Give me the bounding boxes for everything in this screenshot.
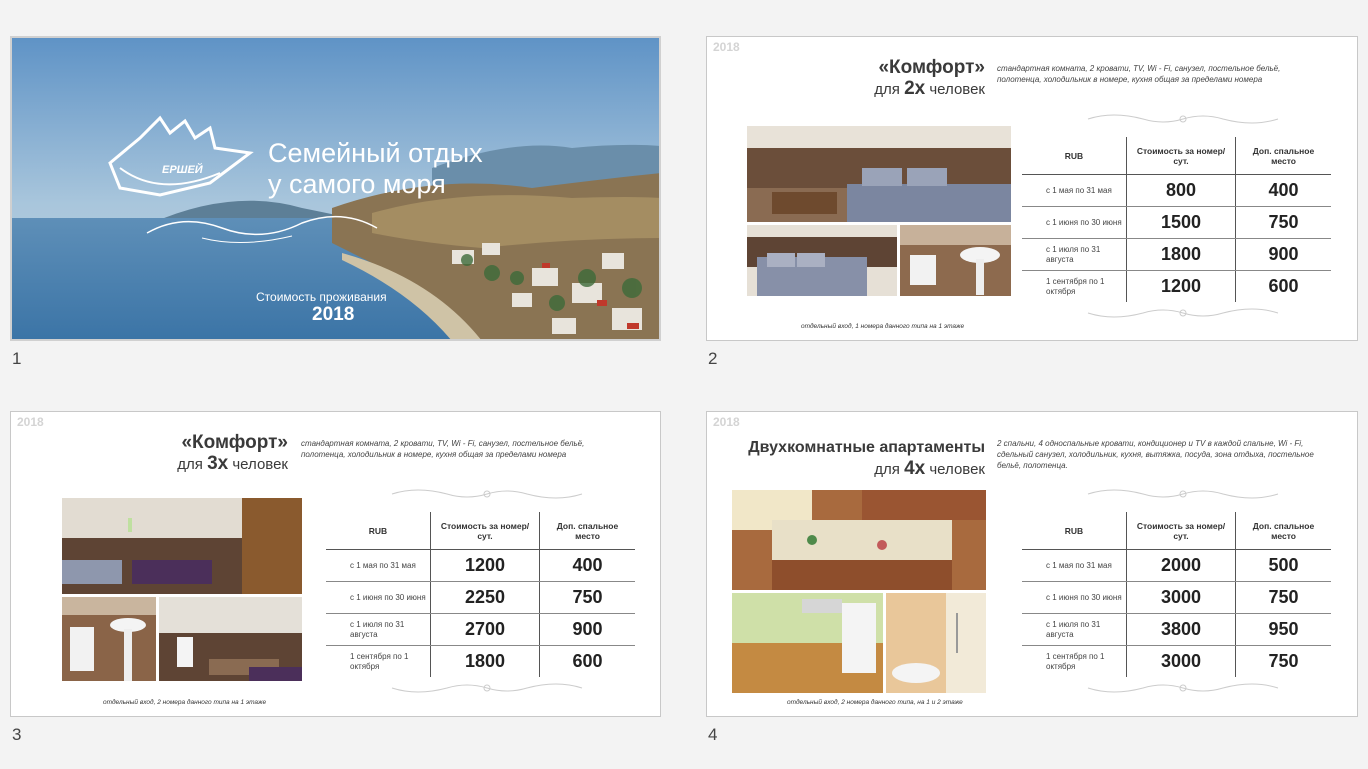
slide-number-3: 3 bbox=[12, 725, 22, 744]
title-line-1: «Комфорт» bbox=[181, 432, 288, 453]
header-extra: Доп. спальное место bbox=[540, 512, 636, 550]
title-line-2: для 3х человек bbox=[177, 453, 288, 474]
table-row: 1 сентября по 1 октября 3000 750 bbox=[1022, 646, 1331, 678]
headline-line-1: Семейный отдых bbox=[268, 138, 483, 168]
slide-number-2: 2 bbox=[708, 349, 718, 368]
ornament-top bbox=[1083, 486, 1283, 502]
room-description: стандартная комната, 2 кровати, TV, Wi - Fi, санузел, постельное бельё, полотенца, холодильник в номере, кухня общая за пределами номера bbox=[997, 64, 1281, 84]
table-row: с 1 июня по 30 июня 3000 750 bbox=[1022, 582, 1331, 614]
header-price: Стоимость за номер/сут. bbox=[1127, 512, 1236, 550]
slide-thumbnail-3[interactable] bbox=[10, 411, 661, 717]
header-rub: RUB bbox=[326, 512, 431, 550]
header-rub: RUB bbox=[1022, 512, 1127, 550]
year-watermark: 2018 bbox=[713, 40, 740, 54]
subtitle: Стоимость проживания bbox=[256, 290, 387, 304]
title-line-2: для 2х человек bbox=[874, 78, 985, 99]
ornament-top bbox=[1083, 111, 1283, 127]
header-extra: Доп. спальное место bbox=[1236, 512, 1332, 550]
table-header-row bbox=[1022, 512, 1331, 550]
title-line-1: «Комфорт» bbox=[878, 57, 985, 78]
room-title bbox=[177, 432, 288, 474]
table-row: с 1 мая по 31 мая 1200 400 bbox=[326, 550, 635, 582]
slide-number-4: 4 bbox=[708, 725, 718, 744]
title-line-2: для 4х человек bbox=[874, 458, 985, 479]
table-row: 1 сентября по 1 октября 1800 600 bbox=[326, 646, 635, 678]
table-row: с 1 июля по 31 августа 2700 900 bbox=[326, 614, 635, 646]
logo-text: ЕРШЕЙ bbox=[162, 164, 203, 176]
price-table bbox=[326, 512, 635, 677]
table-row: с 1 июня по 30 июня 1500 750 bbox=[1022, 207, 1331, 239]
bedroom-photo bbox=[747, 126, 1011, 222]
bedroom-photo bbox=[62, 498, 302, 594]
slide-number-1: 1 bbox=[12, 349, 22, 368]
table-header-row bbox=[326, 512, 635, 550]
footnote: отдельный вход, 2 номера данного типа, на 1 и 2 этаже bbox=[787, 699, 963, 706]
table-row: с 1 июля по 31 августа 3800 950 bbox=[1022, 614, 1331, 646]
ornament-bottom bbox=[387, 680, 587, 696]
title-line-1: Двухкомнатные апартаменты bbox=[748, 439, 985, 456]
year-label: 2018 bbox=[312, 304, 355, 325]
slide-thumbnail-2[interactable] bbox=[706, 36, 1358, 341]
ornament-bottom bbox=[1083, 680, 1283, 696]
table-row: 1 сентября по 1 октября 1200 600 bbox=[1022, 271, 1331, 303]
slide-thumbnail-1[interactable] bbox=[10, 36, 661, 341]
year-watermark: 2018 bbox=[17, 415, 44, 429]
room-title bbox=[874, 57, 985, 99]
headline-line-2: у самого моря bbox=[268, 169, 446, 199]
price-table bbox=[1022, 137, 1331, 302]
header-price: Стоимость за номер/сут. bbox=[1127, 137, 1236, 175]
bathroom-photo bbox=[900, 225, 1011, 296]
bathroom-photo bbox=[886, 593, 986, 693]
room-title bbox=[748, 437, 985, 479]
ornament-top bbox=[387, 486, 587, 502]
room-photo bbox=[159, 597, 302, 681]
ornament-bottom bbox=[1083, 305, 1283, 321]
footnote: отдельный вход, 2 номера данного типа на 1 этаже bbox=[103, 699, 267, 706]
room-description: 2 спальни, 4 односпальные кровати, кондиционер и TV в каждой спальне, Wi - Fi, сдельный санузел, холодильник, кухня, вытяжка, посуда, зона отдыха, постельное бельё, полотенца. bbox=[997, 439, 1314, 470]
brand-logo bbox=[100, 113, 260, 203]
table-header-row bbox=[1022, 137, 1331, 175]
table-row: с 1 июня по 30 июня 2250 750 bbox=[326, 582, 635, 614]
price-table bbox=[1022, 512, 1331, 677]
kitchen-photo bbox=[732, 593, 883, 693]
slide-thumbnail-4[interactable] bbox=[706, 411, 1358, 717]
footnote: отдельный вход, 1 номера данного типа на 1 этаже bbox=[801, 323, 965, 330]
bathroom-photo bbox=[62, 597, 156, 681]
year-watermark: 2018 bbox=[713, 415, 740, 429]
header-rub: RUB bbox=[1022, 137, 1127, 175]
table-row: с 1 мая по 31 мая 2000 500 bbox=[1022, 550, 1331, 582]
header-price: Стоимость за номер/сут. bbox=[431, 512, 540, 550]
table-row: с 1 июля по 31 августа 1800 900 bbox=[1022, 239, 1331, 271]
swirl-ornament bbox=[142, 208, 382, 248]
header-extra: Доп. спальное место bbox=[1236, 137, 1332, 175]
room-description: стандартная комната, 2 кровати, TV, Wi - Fi, санузел, постельное бельё, полотенца, холодильник в номере, кухня общая за пределами номера bbox=[301, 439, 585, 459]
bedroom-photo-small bbox=[747, 225, 897, 296]
table-row: с 1 мая по 31 мая 800 400 bbox=[1022, 175, 1331, 207]
bedroom-photo bbox=[732, 490, 986, 590]
